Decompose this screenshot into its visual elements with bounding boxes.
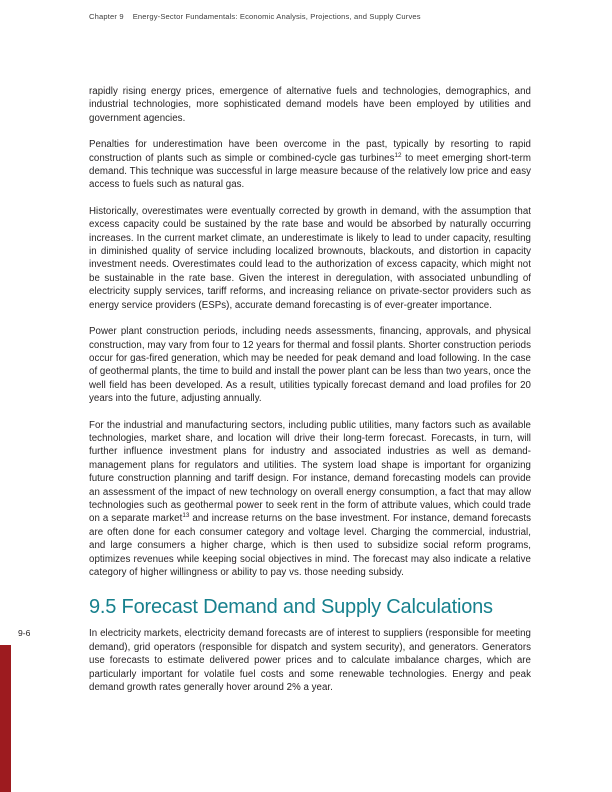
chapter-label: Chapter 9 xyxy=(89,12,124,21)
paragraph-text: and increase returns on the base investment. For instance, demand forecasts are often done for each consumer category and voltage level. Charging the commercial, industrial, and large consumers a higher charge, which is then used to subsidize social reform programs, optimizes revenues while keeping social objectives in mind. The forecast may also indicate a relative category of higher willingness or ability to pay vs. those needing subsidy. xyxy=(89,513,531,578)
chapter-title: Energy-Sector Fundamentals: Economic Analysis, Projections, and Supply Curves xyxy=(132,12,421,21)
paragraph-text: Penalties for underestimation have been overcome in the past, typically by resorting to rapid construction of plants such as simple or combined-cycle gas turbines xyxy=(89,139,531,164)
paragraph-intro-continuation: rapidly rising energy prices, emergence of alternative fuels and technologies, demographics, and industrial technologies, more sophisticated demand models have been employed by utilities and government agencies. xyxy=(89,86,531,124)
paragraph-text: For the industrial and manufacturing sectors, including public utilities, many factors such as available technologies, market share, and location will drive their long-term forecast. Forecasts, in turn, will further influence investment plans for industry and associated industries as well as demand-management plans for regulators and utilities. The system load shape is important for organizing future construction planning and tariff design. For instance, demand forecasting models can provide an assessment of the impact of new technology on overall energy consumption, a fact that may allow technologies such as geothermal power to seek rent in the form of attribute values, which could trade on a separate market xyxy=(89,419,531,525)
chapter-tab-bar xyxy=(0,645,11,792)
paragraph-power-plant: Power plant construction periods, including needs assessments, financing, approvals, and physical construction, may vary from four to 12 years for thermal and fossil plants. Shorter construction periods occur for gas-fired generation, which may be needed for peak demand and load following. In the case of geothermal plants, the time to build and install the power plant can be less than two years, once the well field has been developed. As a result, utilities typically forecast demand and load profiles for 20 years into the future, adjusting annually. xyxy=(89,326,531,405)
running-header xyxy=(89,12,421,21)
page-number: 9-6 xyxy=(18,628,31,638)
section-heading: 9.5 Forecast Demand and Supply Calculations xyxy=(89,596,493,619)
paragraph-penalties xyxy=(89,138,531,192)
paragraph-industrial xyxy=(89,419,531,580)
paragraph-markets: In electricity markets, electricity demand forecasts are of interest to suppliers (responsible for meeting demand), grid operators (responsible for dispatch and system security), and generators. Generators use forecasts to estimate delivered power prices and to calculate imbalance charges, which are particularly important for volatile fuel costs and some renewable technologies. Energy and peak demand growth rates generally hover around 2% a year. xyxy=(89,628,531,694)
footnote-ref-12: 12 xyxy=(394,151,402,159)
page-content xyxy=(89,85,531,694)
paragraph-text: to meet emerging short-term demand. This technique was successful in large measure because of the relatively low price and easy access to fuels such as natural gas. xyxy=(89,152,531,191)
paragraph-historically: Historically, overestimates were eventually corrected by growth in demand, with the assumption that excess capacity could be sustained by the rate base and would be absorbed by naturally occurring increases. In the current market climate, an underestimate is likely to lead to under capacity, resulting in diminished quality of service including localized brownouts, blackouts, and distortion in capacity investment needs. Overestimates could lead to the authorization of excess capacity, which might not be sustainable in the rate base. Given the interest in deregulation, with associated unbundling of electricity supply services, tariff reforms, and increasing reliance on private-sector providers such as energy service providers (ESPs), accurate demand forecasting is of ever-greater importance. xyxy=(89,205,531,311)
footnote-ref-13: 13 xyxy=(182,512,190,520)
